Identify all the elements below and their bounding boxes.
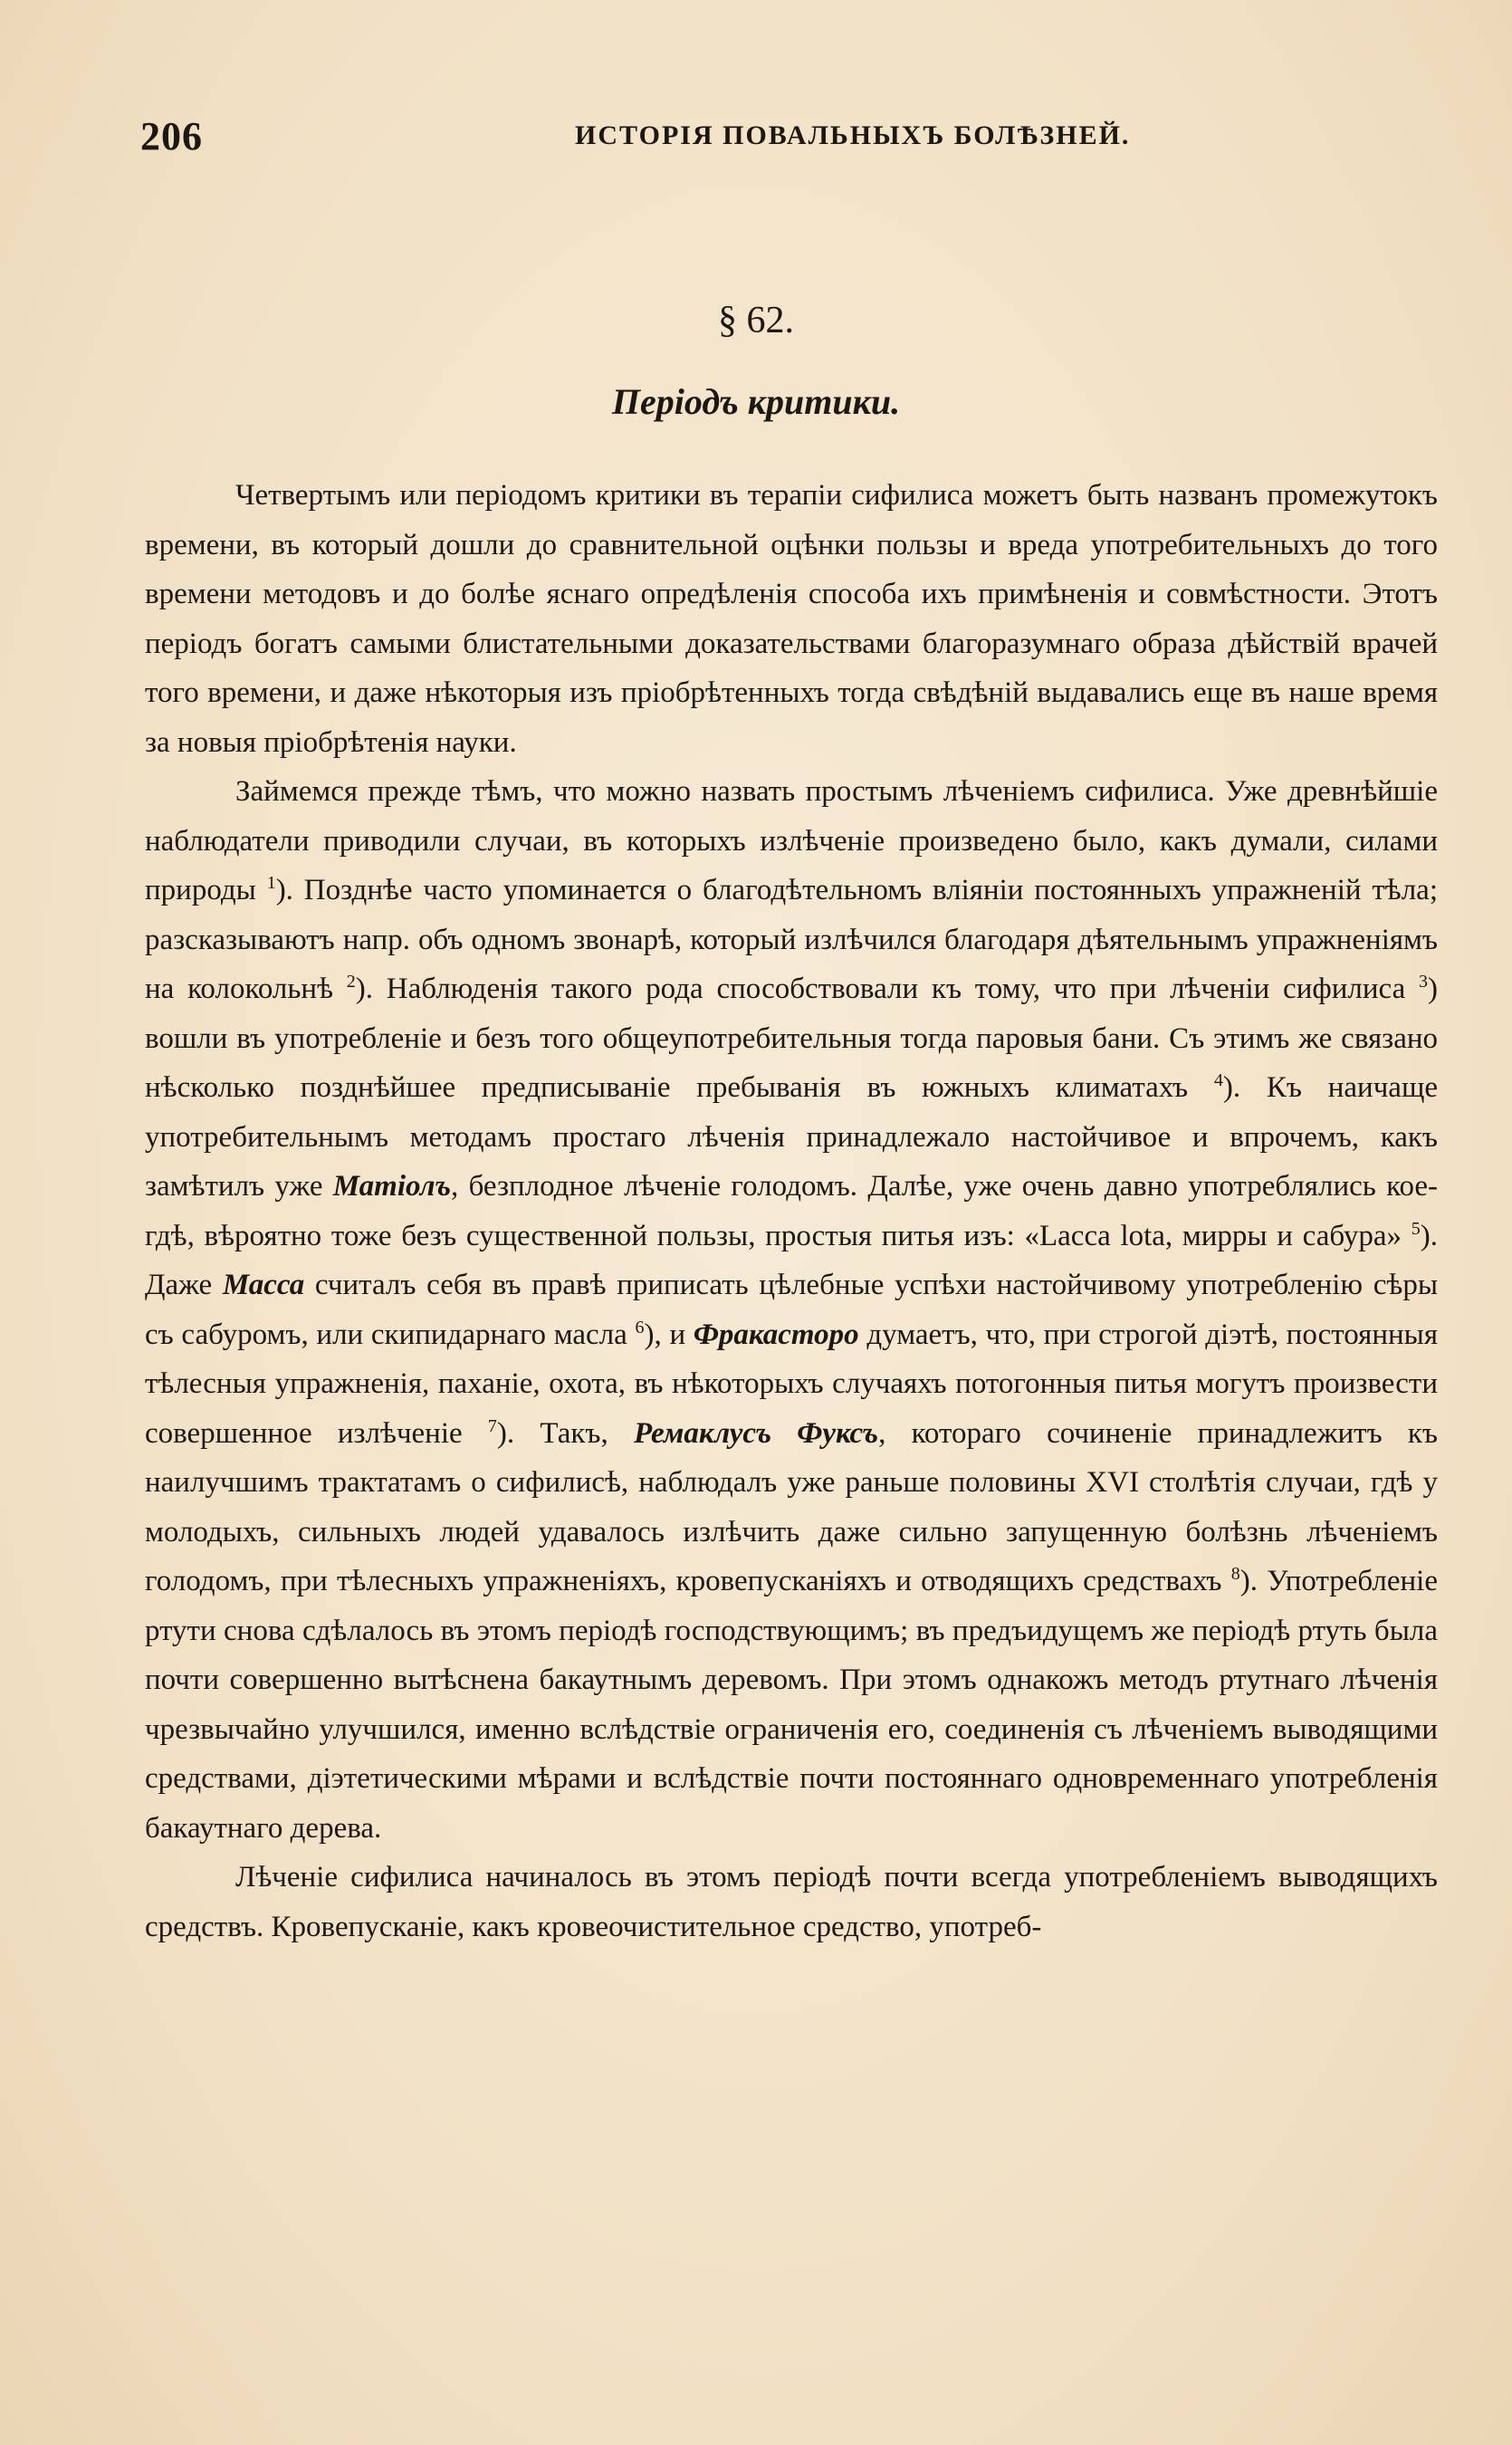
text-run: ). Даже: [145, 1219, 1438, 1301]
text-run: , котораго сочиненіе принадлежитъ къ наилучшимъ трактатамъ о сифилисѣ, наблюдалъ уже раньше половины XVI столѣтія случаи, гдѣ у молодыхъ, сильныхъ людей удавалось излѣчить даже сильно запущенную болѣзнь лѣченіемъ голодомъ, при тѣлесныхъ упражненіяхъ, кровепусканіяхъ и отводящихъ средствахъ: [145, 1416, 1438, 1597]
paragraph: [145, 1853, 1438, 1951]
text-run: ). Употребленіе ртути снова сдѣлалось въ этомъ періодѣ господствующимъ; въ предъидущемъ же періодѣ ртуть была почти совершенно вытѣснена бакаутнымъ деревомъ. При этомъ однакожъ методъ ртутнаго лѣченія чрезвычайно улучшился, именно вслѣдствіе ограниченія его, соединенія съ лѣченіемъ выводящими средствами, діэтетическими мѣрами и вслѣдствіе почти постояннаго одновременнаго употребленія бакаутнаго дерева.: [145, 1565, 1438, 1845]
text-run: ). Позднѣе часто упоминается о благодѣтельномъ вліяніи постоянныхъ упражненій тѣла; разсказываютъ напр. объ одномъ звонарѣ, который излѣчился благодаря дѣятельнымъ упражненіямъ на колокольнѣ: [145, 874, 1438, 1005]
text-run: думаетъ, что, при строгой діэтѣ, постоянныя тѣлесныя упражненія, паханіе, охота, въ нѣкоторыхъ случаяхъ потогонныя питья могутъ произвести совершенное излѣченіе: [145, 1318, 1438, 1450]
text-run: Займемся прежде тѣмъ, что можно назвать простымъ лѣченіемъ сифилиса. Уже древнѣйшіе наблюдатели приводили случаи, въ которыхъ излѣченіе произведено было, какъ думали, силами природы: [145, 775, 1438, 906]
page-header: [140, 113, 1435, 168]
text-run: , безплодное лѣченіе голодомъ. Далѣе, уже очень давно употреблялись кое-гдѣ, вѣроятно тоже безъ существенной пользы, простыя питья изъ: «Lacca lota, мирры и сабура»: [145, 1170, 1438, 1252]
footnote-ref: 1: [266, 873, 276, 893]
section-number: § 62.: [718, 300, 794, 341]
paragraph: [145, 471, 1438, 767]
text-run: считалъ себя въ правѣ приписать цѣлебные успѣхи настойчивому употребленію сѣры съ сабуромъ, или скипидарнаго масла: [145, 1269, 1438, 1351]
paragraph: [145, 767, 1438, 1853]
footnote-ref: 3: [1419, 972, 1428, 992]
page-number: 206: [140, 114, 203, 158]
footnote-ref: 6: [635, 1317, 645, 1338]
footnote-ref: 4: [1213, 1070, 1223, 1090]
text-run: ). Наблюденія такого рода способствовали къ тому, что при лѣченіи сифилиса: [355, 973, 1419, 1005]
text-run: Лѣченіе сифилиса начиналось въ этомъ періодѣ почти всегда употребленіемъ выводящихъ средствъ. Кровепусканіе, какъ кровеочистительное средство, употреб-: [145, 1861, 1438, 1943]
author-name: Матіолъ: [332, 1170, 452, 1203]
text-run: ), и: [644, 1318, 694, 1351]
author-name: Масса: [222, 1269, 305, 1301]
footnote-ref: 2: [346, 972, 356, 992]
footnote-ref: 8: [1230, 1564, 1240, 1584]
text-run: Четвертымъ или періодомъ критики въ терапіи сифилиса можетъ быть названъ промежутокъ времени, въ который дошли до сравнительной оцѣнки пользы и вреда употребительныхъ до того времени методовъ и до болѣе яснаго опредѣленія способа ихъ примѣненія и совмѣстности. Этотъ періодъ богатъ самыми блистательными доказательствами благоразумнаго образа дѣйствій врачей того времени, и даже нѣкоторыя изъ пріобрѣтенныхъ тогда свѣдѣній выдавались еще въ наше время за новыя пріобрѣтенія науки.: [145, 479, 1438, 759]
section-title: Періодъ критики.: [611, 381, 901, 422]
text-run: ) вошли въ употребленіе и безъ того общеупотребительныя тогда паровыя бани. Съ этимъ же связано нѣсколько позднѣйшее предписываніе пребыванія въ южныхъ климатахъ: [145, 973, 1438, 1104]
body-text: [145, 471, 1438, 1951]
author-name: Ремаклусъ Фуксъ: [634, 1416, 879, 1450]
text-run: ). Къ наичаще употребительнымъ методамъ простаго лѣченія принадлежало настойчивое и впрочемъ, какъ замѣтилъ уже: [145, 1071, 1438, 1203]
footnote-ref: 5: [1411, 1218, 1421, 1239]
running-head: ИСТОРІЯ ПОВАЛЬНЫХЪ БОЛѢЗНЕЙ.: [575, 120, 1131, 150]
footnote-ref: 7: [487, 1415, 497, 1436]
author-name: Фракасторо: [693, 1318, 859, 1351]
text-run: ). Такъ,: [496, 1416, 634, 1450]
